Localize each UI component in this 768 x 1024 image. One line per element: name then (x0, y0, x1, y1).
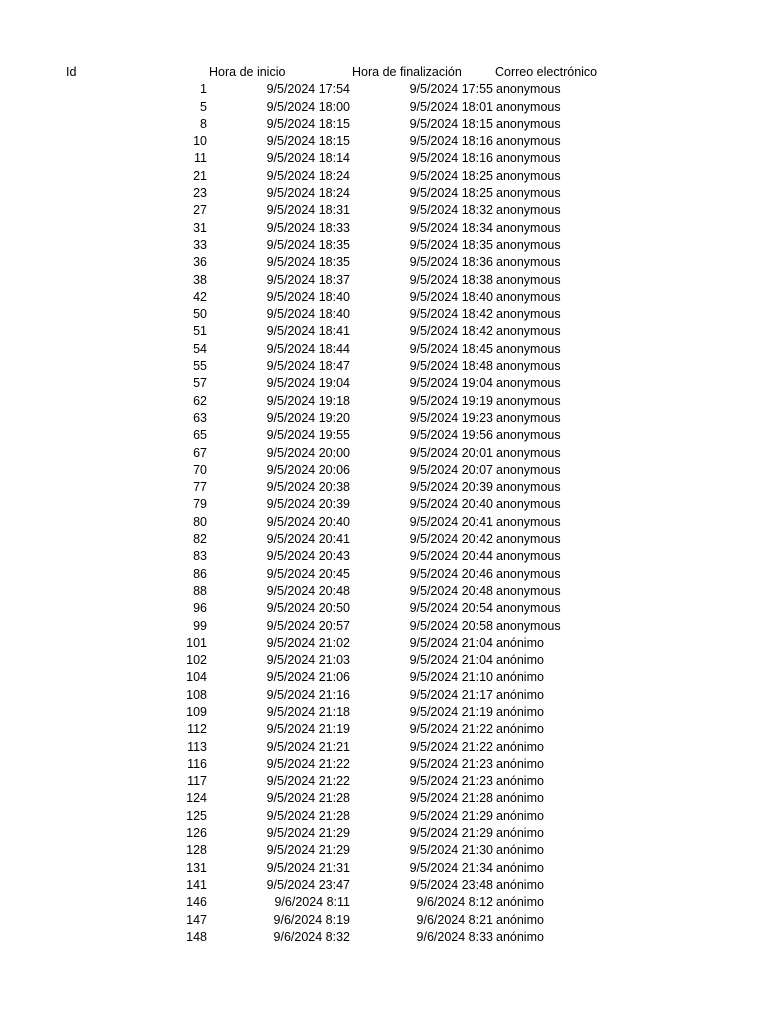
table-row (0, 514, 768, 531)
cell-start-time: 9/5/2024 18:47 (266, 359, 350, 374)
cell-email: anonymous (496, 324, 561, 339)
cell-id: 33 (193, 237, 207, 252)
cell-end-time: 9/5/2024 20:44 (409, 549, 493, 564)
cell-start-time: 9/5/2024 17:54 (266, 82, 350, 97)
cell-end-time: 9/5/2024 21:28 (409, 791, 493, 806)
cell-email: anónimo (496, 791, 544, 806)
cell-email: anonymous (496, 462, 561, 477)
cell-end-time: 9/5/2024 18:48 (409, 359, 493, 374)
table-row (0, 116, 768, 133)
cell-id: 117 (187, 774, 207, 789)
cell-start-time: 9/5/2024 18:35 (266, 237, 350, 252)
cell-email: anonymous (496, 289, 561, 304)
cell-end-time: 9/5/2024 19:23 (409, 410, 493, 425)
cell-start-time: 9/5/2024 20:45 (266, 566, 350, 581)
cell-email: anónimo (496, 912, 544, 927)
cell-email: anonymous (496, 566, 561, 581)
cell-email: anonymous (496, 359, 561, 374)
cell-email: anonymous (496, 116, 561, 131)
cell-id: 10 (193, 134, 207, 149)
table-row (0, 168, 768, 185)
cell-start-time: 9/5/2024 21:29 (266, 843, 350, 858)
cell-email: anónimo (496, 877, 544, 892)
cell-start-time: 9/5/2024 18:00 (266, 99, 350, 114)
cell-email: anónimo (496, 653, 544, 668)
cell-end-time: 9/5/2024 19:04 (409, 376, 493, 391)
cell-id: 86 (193, 566, 207, 581)
cell-email: anónimo (496, 774, 544, 789)
cell-email: anónimo (496, 722, 544, 737)
cell-id: 104 (186, 670, 207, 685)
table-row (0, 462, 768, 479)
cell-end-time: 9/5/2024 20:58 (409, 618, 493, 633)
table-row (0, 825, 768, 842)
table-row (0, 306, 768, 323)
cell-email: anonymous (496, 428, 561, 443)
table-row (0, 894, 768, 911)
cell-start-time: 9/5/2024 21:28 (266, 791, 350, 806)
cell-end-time: 9/5/2024 20:42 (409, 532, 493, 547)
cell-id: 131 (186, 860, 207, 875)
cell-id: 125 (186, 808, 207, 823)
cell-email: anónimo (496, 860, 544, 875)
column-header-id: Id (66, 65, 77, 79)
cell-email: anonymous (496, 151, 561, 166)
cell-id: 116 (187, 756, 207, 771)
cell-email: anónimo (496, 843, 544, 858)
cell-id: 112 (187, 722, 207, 737)
cell-start-time: 9/5/2024 18:33 (266, 220, 350, 235)
cell-start-time: 9/5/2024 18:31 (266, 203, 350, 218)
cell-start-time: 9/5/2024 21:21 (266, 739, 350, 754)
table-row (0, 652, 768, 669)
cell-end-time: 9/5/2024 18:42 (409, 324, 493, 339)
cell-id: 23 (193, 186, 207, 201)
cell-end-time: 9/5/2024 19:56 (409, 428, 493, 443)
cell-end-time: 9/5/2024 21:30 (409, 843, 493, 858)
cell-email: anonymous (496, 203, 561, 218)
cell-email: anonymous (496, 272, 561, 287)
table-row (0, 929, 768, 946)
cell-id: 11 (194, 151, 207, 166)
cell-email: anonymous (496, 445, 561, 460)
cell-end-time: 9/5/2024 21:22 (409, 739, 493, 754)
cell-id: 65 (193, 428, 207, 443)
cell-id: 21 (193, 168, 207, 183)
cell-start-time: 9/5/2024 20:48 (266, 583, 350, 598)
cell-id: 109 (186, 704, 207, 719)
cell-email: anonymous (496, 393, 561, 408)
cell-start-time: 9/5/2024 18:14 (266, 151, 350, 166)
cell-end-time: 9/5/2024 20:48 (409, 583, 493, 598)
cell-start-time: 9/5/2024 21:29 (266, 826, 350, 841)
cell-id: 42 (193, 289, 207, 304)
cell-end-time: 9/5/2024 18:16 (409, 134, 493, 149)
table-row (0, 600, 768, 617)
cell-id: 31 (193, 220, 207, 235)
cell-id: 96 (193, 601, 207, 616)
cell-end-time: 9/6/2024 8:33 (416, 929, 493, 944)
cell-start-time: 9/5/2024 20:38 (266, 480, 350, 495)
table-row (0, 496, 768, 513)
column-header-email: Correo electrónico (495, 65, 598, 79)
cell-end-time: 9/5/2024 18:01 (409, 99, 493, 114)
cell-start-time: 9/5/2024 20:40 (266, 514, 350, 529)
cell-end-time: 9/5/2024 21:23 (409, 774, 493, 789)
cell-start-time: 9/5/2024 18:35 (266, 255, 350, 270)
cell-email: anonymous (496, 186, 561, 201)
table-row (0, 150, 768, 167)
table-row (0, 237, 768, 254)
cell-email: anonymous (496, 410, 561, 425)
cell-id: 67 (193, 445, 207, 460)
cell-id: 62 (193, 393, 207, 408)
cell-end-time: 9/5/2024 21:22 (409, 722, 493, 737)
cell-start-time: 9/5/2024 18:15 (266, 116, 350, 131)
cell-email: anonymous (496, 341, 561, 356)
cell-start-time: 9/5/2024 21:31 (266, 860, 350, 875)
table-row (0, 756, 768, 773)
table-row (0, 341, 768, 358)
cell-end-time: 9/5/2024 21:04 (409, 635, 493, 650)
data-table (0, 64, 768, 946)
cell-end-time: 9/5/2024 18:40 (409, 289, 493, 304)
table-row (0, 548, 768, 565)
cell-email: anonymous (496, 168, 561, 183)
table-row (0, 358, 768, 375)
cell-email: anónimo (496, 670, 544, 685)
cell-email: anónimo (496, 704, 544, 719)
table-row (0, 531, 768, 548)
table-row (0, 704, 768, 721)
table-row (0, 669, 768, 686)
cell-start-time: 9/5/2024 21:06 (266, 670, 350, 685)
table-row (0, 808, 768, 825)
cell-email: anónimo (496, 687, 544, 702)
cell-start-time: 9/6/2024 8:11 (274, 895, 350, 910)
cell-email: anónimo (496, 635, 544, 650)
table-row (0, 739, 768, 756)
cell-start-time: 9/5/2024 21:22 (266, 756, 350, 771)
cell-email: anónimo (496, 739, 544, 754)
cell-start-time: 9/5/2024 20:00 (266, 445, 350, 460)
table-row (0, 220, 768, 237)
cell-end-time: 9/5/2024 18:38 (409, 272, 493, 287)
cell-end-time: 9/5/2024 18:34 (409, 220, 493, 235)
cell-end-time: 9/5/2024 18:35 (409, 237, 493, 252)
cell-id: 128 (186, 843, 207, 858)
cell-end-time: 9/5/2024 21:10 (409, 670, 493, 685)
cell-id: 5 (200, 99, 207, 114)
cell-id: 99 (193, 618, 207, 633)
cell-start-time: 9/5/2024 20:06 (266, 462, 350, 477)
cell-start-time: 9/5/2024 18:37 (266, 272, 350, 287)
cell-id: 83 (193, 549, 207, 564)
cell-start-time: 9/5/2024 21:03 (266, 653, 350, 668)
table-row (0, 635, 768, 652)
cell-id: 88 (193, 583, 207, 598)
cell-start-time: 9/5/2024 20:50 (266, 601, 350, 616)
cell-id: 36 (193, 255, 207, 270)
table-row (0, 877, 768, 894)
cell-email: anónimo (496, 895, 544, 910)
table-row (0, 687, 768, 704)
cell-end-time: 9/5/2024 20:46 (409, 566, 493, 581)
table-row (0, 790, 768, 807)
cell-id: 27 (193, 203, 207, 218)
table-row (0, 272, 768, 289)
cell-end-time: 9/5/2024 18:25 (409, 186, 493, 201)
cell-start-time: 9/5/2024 18:44 (266, 341, 350, 356)
cell-id: 1 (200, 82, 207, 97)
column-header-end-time: Hora de finalización (352, 65, 462, 79)
cell-end-time: 9/5/2024 18:32 (409, 203, 493, 218)
cell-end-time: 9/5/2024 18:36 (409, 255, 493, 270)
table-row (0, 773, 768, 790)
cell-start-time: 9/5/2024 23:47 (266, 877, 350, 892)
cell-email: anonymous (496, 134, 561, 149)
cell-id: 77 (193, 480, 207, 495)
column-header-start-time: Hora de inicio (209, 65, 286, 79)
cell-end-time: 9/5/2024 20:54 (409, 601, 493, 616)
cell-id: 8 (200, 116, 207, 131)
cell-id: 79 (193, 497, 207, 512)
cell-start-time: 9/5/2024 18:40 (266, 289, 350, 304)
cell-id: 50 (193, 307, 207, 322)
cell-start-time: 9/5/2024 18:15 (266, 134, 350, 149)
table-row (0, 479, 768, 496)
cell-email: anonymous (496, 532, 561, 547)
cell-email: anonymous (496, 514, 561, 529)
cell-end-time: 9/5/2024 18:15 (409, 116, 493, 131)
cell-id: 141 (186, 877, 207, 892)
cell-id: 54 (193, 341, 207, 356)
table-row (0, 410, 768, 427)
cell-end-time: 9/5/2024 21:23 (409, 756, 493, 771)
cell-id: 51 (193, 324, 207, 339)
cell-start-time: 9/5/2024 18:24 (266, 168, 350, 183)
cell-end-time: 9/5/2024 20:01 (409, 445, 493, 460)
table-row (0, 842, 768, 859)
cell-end-time: 9/5/2024 18:16 (409, 151, 493, 166)
cell-start-time: 9/5/2024 18:40 (266, 307, 350, 322)
cell-start-time: 9/5/2024 19:18 (266, 393, 350, 408)
cell-start-time: 9/5/2024 21:22 (266, 774, 350, 789)
cell-start-time: 9/5/2024 20:43 (266, 549, 350, 564)
cell-end-time: 9/5/2024 19:19 (409, 393, 493, 408)
cell-end-time: 9/5/2024 21:29 (409, 826, 493, 841)
cell-start-time: 9/5/2024 19:55 (266, 428, 350, 443)
table-row (0, 445, 768, 462)
header-row (0, 64, 768, 81)
cell-end-time: 9/5/2024 20:07 (409, 462, 493, 477)
cell-id: 101 (186, 635, 207, 650)
cell-email: anonymous (496, 220, 561, 235)
cell-end-time: 9/5/2024 21:29 (409, 808, 493, 823)
table-row (0, 289, 768, 306)
cell-end-time: 9/5/2024 17:55 (409, 82, 493, 97)
cell-start-time: 9/5/2024 19:04 (266, 376, 350, 391)
cell-id: 80 (193, 514, 207, 529)
cell-end-time: 9/5/2024 18:42 (409, 307, 493, 322)
cell-email: anonymous (496, 549, 561, 564)
cell-email: anonymous (496, 497, 561, 512)
table-row (0, 566, 768, 583)
cell-email: anonymous (496, 255, 561, 270)
cell-email: anónimo (496, 808, 544, 823)
cell-end-time: 9/5/2024 21:04 (409, 653, 493, 668)
cell-email: anonymous (496, 601, 561, 616)
cell-email: anonymous (496, 307, 561, 322)
cell-end-time: 9/5/2024 23:48 (409, 877, 493, 892)
cell-end-time: 9/5/2024 18:25 (409, 168, 493, 183)
cell-start-time: 9/5/2024 21:28 (266, 808, 350, 823)
cell-email: anónimo (496, 826, 544, 841)
table-row (0, 185, 768, 202)
table-row (0, 323, 768, 340)
table-row (0, 860, 768, 877)
cell-id: 55 (193, 359, 207, 374)
table-body (0, 81, 768, 946)
cell-email: anónimo (496, 756, 544, 771)
cell-id: 57 (193, 376, 207, 391)
cell-start-time: 9/5/2024 21:18 (266, 704, 350, 719)
cell-start-time: 9/5/2024 20:41 (266, 532, 350, 547)
cell-end-time: 9/5/2024 20:41 (409, 514, 493, 529)
cell-start-time: 9/5/2024 20:57 (266, 618, 350, 633)
cell-email: anonymous (496, 480, 561, 495)
table-row (0, 99, 768, 116)
cell-end-time: 9/5/2024 21:34 (409, 860, 493, 875)
cell-end-time: 9/5/2024 20:39 (409, 480, 493, 495)
cell-email: anonymous (496, 618, 561, 633)
table-row (0, 254, 768, 271)
cell-id: 147 (186, 912, 207, 927)
cell-email: anonymous (496, 99, 561, 114)
cell-email: anonymous (496, 583, 561, 598)
cell-end-time: 9/6/2024 8:21 (416, 912, 493, 927)
table-row (0, 427, 768, 444)
table-row (0, 721, 768, 738)
cell-id: 126 (186, 826, 207, 841)
cell-start-time: 9/5/2024 21:16 (266, 687, 350, 702)
cell-id: 124 (186, 791, 207, 806)
cell-id: 82 (193, 532, 207, 547)
table-row (0, 81, 768, 98)
table-row (0, 912, 768, 929)
cell-start-time: 9/5/2024 18:41 (266, 324, 350, 339)
cell-id: 148 (186, 929, 207, 944)
cell-end-time: 9/5/2024 18:45 (409, 341, 493, 356)
cell-end-time: 9/6/2024 8:12 (416, 895, 493, 910)
cell-start-time: 9/6/2024 8:19 (273, 912, 350, 927)
cell-start-time: 9/5/2024 21:19 (266, 722, 350, 737)
cell-end-time: 9/5/2024 21:19 (409, 704, 493, 719)
cell-id: 108 (186, 687, 207, 702)
cell-start-time: 9/6/2024 8:32 (273, 929, 350, 944)
cell-email: anónimo (496, 929, 544, 944)
cell-email: anonymous (496, 376, 561, 391)
cell-id: 113 (187, 739, 207, 754)
cell-id: 38 (193, 272, 207, 287)
table-row (0, 583, 768, 600)
cell-email: anonymous (496, 237, 561, 252)
cell-id: 102 (186, 653, 207, 668)
cell-end-time: 9/5/2024 20:40 (409, 497, 493, 512)
table-row (0, 202, 768, 219)
table-row (0, 375, 768, 392)
cell-start-time: 9/5/2024 20:39 (266, 497, 350, 512)
cell-id: 146 (186, 895, 207, 910)
table-row (0, 393, 768, 410)
table-row (0, 618, 768, 635)
table-row (0, 133, 768, 150)
cell-id: 63 (193, 410, 207, 425)
cell-email: anonymous (496, 82, 561, 97)
cell-start-time: 9/5/2024 19:20 (266, 410, 350, 425)
cell-id: 70 (193, 462, 207, 477)
cell-end-time: 9/5/2024 21:17 (409, 687, 493, 702)
cell-start-time: 9/5/2024 21:02 (266, 635, 350, 650)
cell-start-time: 9/5/2024 18:24 (266, 186, 350, 201)
